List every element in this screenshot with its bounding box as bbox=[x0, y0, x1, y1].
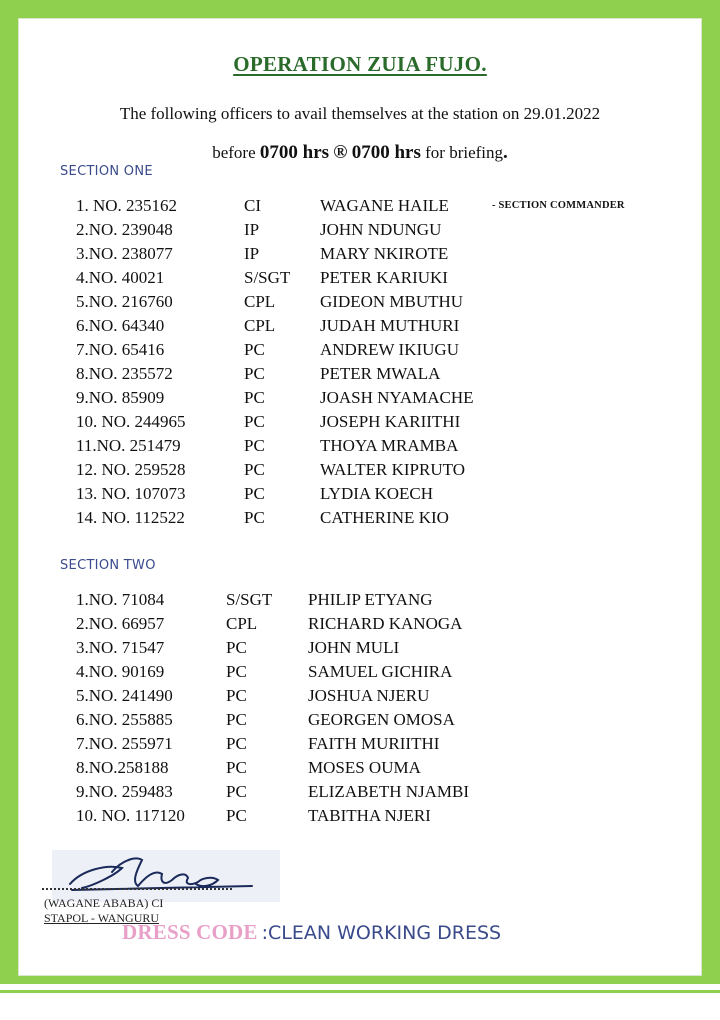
notice-page bbox=[18, 18, 702, 976]
officer-name: WALTER KIPRUTO bbox=[320, 460, 465, 479]
officer-number: 6.NO. 64340 bbox=[76, 316, 165, 335]
officer-row bbox=[18, 780, 702, 804]
officer-row bbox=[18, 732, 702, 756]
document-title bbox=[18, 52, 702, 77]
officer-name: JUDAH MUTHURI bbox=[320, 316, 460, 335]
officer-name: RICHARD KANOGA bbox=[308, 614, 463, 633]
officer-number: 3.NO. 71547 bbox=[76, 638, 165, 657]
officer-row bbox=[18, 684, 702, 708]
officer-rank: PC bbox=[244, 436, 265, 455]
officer-rank: CI bbox=[244, 196, 261, 215]
officer-rank: PC bbox=[244, 388, 265, 407]
officer-name: JOSEPH KARIITHI bbox=[320, 412, 461, 431]
bottom-strip bbox=[0, 984, 720, 1020]
officer-name: MARY NKIROTE bbox=[320, 244, 449, 263]
officer-rank: S/SGT bbox=[244, 268, 291, 287]
officer-number: 4.NO. 90169 bbox=[76, 662, 165, 681]
officer-rank: PC bbox=[244, 412, 265, 431]
officer-row bbox=[18, 636, 702, 660]
officer-number: 9.NO. 259483 bbox=[76, 782, 173, 801]
officer-name: PETER KARIUKI bbox=[320, 268, 448, 287]
officer-name: ELIZABETH NJAMBI bbox=[308, 782, 470, 801]
officer-name: WAGANE HAILE bbox=[320, 196, 449, 215]
officer-number: 8.NO. 235572 bbox=[76, 364, 173, 383]
officer-name: FAITH MURIITHI bbox=[308, 734, 440, 753]
officer-row bbox=[18, 290, 702, 314]
officer-name: PHILIP ETYANG bbox=[308, 590, 433, 609]
officer-row bbox=[18, 362, 702, 386]
officer-row bbox=[18, 194, 702, 218]
officer-rank: PC bbox=[226, 638, 247, 657]
officer-row bbox=[18, 804, 702, 828]
officer-role-note: - SECTION COMMANDER bbox=[492, 200, 625, 211]
officer-row bbox=[18, 434, 702, 458]
officer-rank: PC bbox=[244, 364, 265, 383]
officer-name: LYDIA KOECH bbox=[320, 484, 434, 503]
officer-number: 9.NO. 85909 bbox=[76, 388, 165, 407]
officer-row bbox=[18, 314, 702, 338]
officer-rank: CPL bbox=[244, 316, 276, 335]
dress-code-value: CLEAN WORKING DRESS bbox=[268, 922, 502, 944]
frame-bottom bbox=[0, 976, 720, 984]
officer-row bbox=[18, 338, 702, 362]
officer-rank: PC bbox=[244, 460, 265, 479]
officer-number: 1.NO. 71084 bbox=[76, 590, 165, 609]
officer-row bbox=[18, 612, 702, 636]
intro-line-1: The following officers to avail themselves at the station on 29.01.2022 bbox=[119, 104, 601, 123]
officer-rank: S/SGT bbox=[226, 590, 273, 609]
officer-number: 10. NO. 117120 bbox=[76, 806, 185, 825]
officer-row bbox=[18, 410, 702, 434]
document-title-text: OPERATION ZUIA FUJO. bbox=[233, 52, 487, 76]
officer-rank: PC bbox=[244, 340, 265, 359]
officer-number: 12. NO. 259528 bbox=[76, 460, 186, 479]
officer-name: CATHERINE KIO bbox=[320, 508, 449, 527]
section-one-heading: SECTION ONE bbox=[60, 164, 153, 179]
officer-row bbox=[18, 482, 702, 506]
officer-row bbox=[18, 386, 702, 410]
officer-rank: PC bbox=[226, 806, 247, 825]
officer-rank: PC bbox=[244, 508, 265, 527]
frame-left bbox=[0, 0, 18, 1020]
officer-rank: PC bbox=[226, 662, 247, 681]
officer-rank: PC bbox=[226, 734, 247, 753]
officer-rank: PC bbox=[226, 758, 247, 777]
officer-number: 13. NO. 107073 bbox=[76, 484, 186, 503]
officer-name: GEORGEN OMOSA bbox=[308, 710, 455, 729]
officer-number: 5.NO. 216760 bbox=[76, 292, 173, 311]
section-two-heading: SECTION TWO bbox=[60, 558, 156, 573]
officer-name: ANDREW IKIUGU bbox=[320, 340, 459, 359]
intro-after: for briefing bbox=[425, 143, 504, 162]
officer-row bbox=[18, 266, 702, 290]
officer-rank: CPL bbox=[244, 292, 276, 311]
intro-period: . bbox=[503, 142, 508, 163]
signatory-name: (WAGANE ABABA) CI bbox=[44, 896, 164, 910]
officer-row bbox=[18, 588, 702, 612]
officer-name: GIDEON MBUTHU bbox=[320, 292, 464, 311]
officer-row bbox=[18, 242, 702, 266]
officer-name: PETER MWALA bbox=[320, 364, 441, 383]
officer-number: 7.NO. 255971 bbox=[76, 734, 173, 753]
officer-row bbox=[18, 458, 702, 482]
officer-rank: PC bbox=[244, 484, 265, 503]
officer-number: 11.NO. 251479 bbox=[76, 436, 181, 455]
officer-number: 14. NO. 112522 bbox=[76, 508, 185, 527]
officer-name: MOSES OUMA bbox=[308, 758, 421, 777]
officer-number: 4.NO. 40021 bbox=[76, 268, 165, 287]
officer-row bbox=[18, 660, 702, 684]
officer-rank: PC bbox=[226, 782, 247, 801]
officer-name: JOHN NDUNGU bbox=[320, 220, 442, 239]
officer-name: JOHN MULI bbox=[308, 638, 400, 657]
signature-dotted-line bbox=[42, 888, 232, 890]
officer-name: JOASH NYAMACHE bbox=[320, 388, 474, 407]
officer-number: 7.NO. 65416 bbox=[76, 340, 165, 359]
frame-top bbox=[0, 0, 720, 18]
officer-rank: PC bbox=[226, 686, 247, 705]
officer-name: THOYA MRAMBA bbox=[320, 436, 459, 455]
officer-row bbox=[18, 218, 702, 242]
frame-right bbox=[702, 0, 720, 1020]
intro-line-2 bbox=[18, 142, 702, 164]
officer-number: 2.NO. 239048 bbox=[76, 220, 173, 239]
dress-code bbox=[122, 920, 501, 945]
officer-name: SAMUEL GICHIRA bbox=[308, 662, 453, 681]
officer-rank: IP bbox=[244, 220, 260, 239]
intro-symbol: ® bbox=[333, 142, 348, 163]
officer-name: JOSHUA NJERU bbox=[308, 686, 430, 705]
officer-number: 1. NO. 235162 bbox=[76, 196, 178, 215]
officer-number: 3.NO. 238077 bbox=[76, 244, 173, 263]
signatory-station: STAPOL - WANGURU bbox=[44, 911, 160, 925]
officer-number: 6.NO. 255885 bbox=[76, 710, 173, 729]
dress-code-separator: : bbox=[261, 922, 269, 944]
officer-row bbox=[18, 708, 702, 732]
officer-rank: PC bbox=[226, 710, 247, 729]
intro-time-2: 0700 hrs bbox=[351, 142, 421, 163]
officer-number: 2.NO. 66957 bbox=[76, 614, 165, 633]
officer-number: 8.NO.258188 bbox=[76, 758, 169, 777]
intro-time-1: 0700 hrs bbox=[259, 142, 330, 163]
officer-name: TABITHA NJERI bbox=[308, 806, 431, 825]
officer-row bbox=[18, 756, 702, 780]
dress-code-label: DRESS CODE bbox=[122, 920, 258, 944]
officer-number: 5.NO. 241490 bbox=[76, 686, 173, 705]
officer-row bbox=[18, 506, 702, 530]
officer-number: 10. NO. 244965 bbox=[76, 412, 186, 431]
signature-image bbox=[52, 850, 280, 902]
officer-rank: CPL bbox=[226, 614, 258, 633]
signature-scribble bbox=[52, 850, 280, 902]
intro-before: before bbox=[212, 143, 256, 162]
officer-rank: IP bbox=[244, 244, 260, 263]
